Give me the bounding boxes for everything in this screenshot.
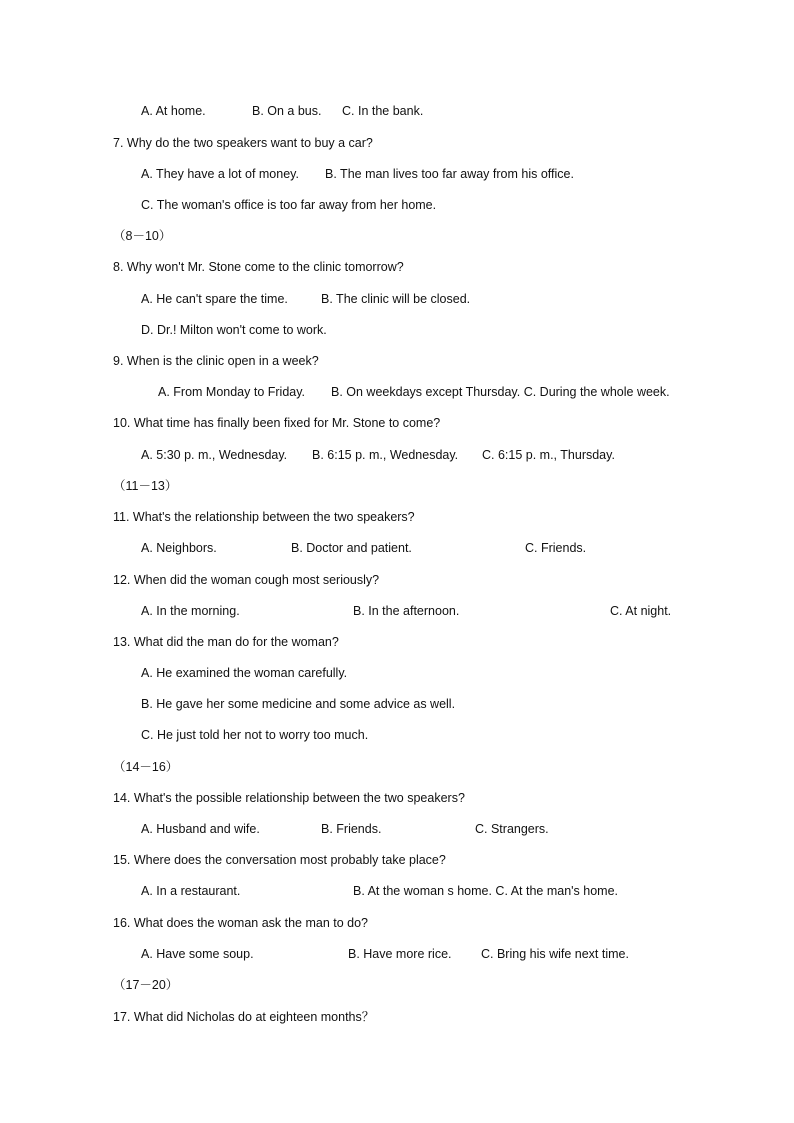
answer-option: A. Have some soup. [141, 947, 254, 961]
answer-option: A. Neighbors. [141, 541, 217, 555]
answer-option: C. 6:15 p. m., Thursday. [482, 448, 615, 462]
question-text: 14. What's the possible relationship between the two speakers? [113, 791, 465, 805]
answer-option: C. The woman's office is too far away from her home. [141, 198, 437, 212]
question-text: 8. Why won't Mr. Stone come to the clinic tomorrow? [113, 260, 404, 274]
answer-option: C. He just told her not to worry too much. [141, 728, 369, 742]
answer-option: D. Dr.! Milton won't come to work. [141, 323, 327, 337]
question-text: 11. What's the relationship between the two speakers? [113, 510, 415, 524]
answer-option: A. In the morning. [141, 604, 240, 618]
answer-option: A. They have a lot of money. [141, 167, 299, 181]
section-range-label: （14－16） [113, 760, 179, 774]
answer-option: A. At home. [141, 104, 206, 118]
question-text: 13. What did the man do for the woman? [113, 635, 339, 649]
question-text: 10. What time has finally been fixed for Mr. Stone to come? [113, 416, 441, 430]
question-text: 12. When did the woman cough most seriously? [113, 573, 380, 587]
answer-option: C. At night. [610, 604, 672, 618]
question-text: 9. When is the clinic open in a week? [113, 354, 319, 368]
answer-option: A. He examined the woman carefully. [141, 666, 348, 680]
answer-option: A. In a restaurant. [141, 884, 241, 898]
answer-option: B. At the woman s home. C. At the man's home. [353, 884, 619, 898]
answer-option: C. In the bank. [342, 104, 424, 118]
answer-option: A. He can't spare the time. [141, 292, 288, 306]
answer-option: B. The clinic will be closed. [321, 292, 471, 306]
answer-option: B. In the afternoon. [353, 604, 460, 618]
section-range-label: （11－13） [113, 479, 178, 493]
answer-option: B. He gave her some medicine and some advice as well. [141, 697, 456, 711]
answer-option: B. Have more rice. [348, 947, 452, 961]
answer-option: A. 5:30 p. m., Wednesday. [141, 448, 288, 462]
answer-option: C. Bring his wife next time. [481, 947, 629, 961]
answer-option: A. From Monday to Friday. [158, 385, 306, 399]
section-range-label: （8－10） [113, 229, 172, 243]
answer-option: B. Doctor and patient. [291, 541, 412, 555]
question-text: 16. What does the woman ask the man to do? [113, 916, 369, 930]
question-text: 17. What did Nicholas do at eighteen months？ [113, 1010, 375, 1024]
answer-option: B. Friends. [321, 822, 382, 836]
section-range-label: （17－20） [113, 978, 179, 992]
question-text: 15. Where does the conversation most probably take place? [113, 853, 446, 867]
answer-option: C. Strangers. [475, 822, 549, 836]
answer-option: B. On weekdays except Thursday. C. During the whole week. [331, 385, 670, 399]
answer-option: B. On a bus. [252, 104, 322, 118]
answer-option: B. 6:15 p. m., Wednesday. [312, 448, 459, 462]
answer-option: B. The man lives too far away from his office. [325, 167, 574, 181]
question-text: 7. Why do the two speakers want to buy a car? [113, 136, 373, 150]
answer-option: A. Husband and wife. [141, 822, 260, 836]
answer-option: C. Friends. [525, 541, 587, 555]
